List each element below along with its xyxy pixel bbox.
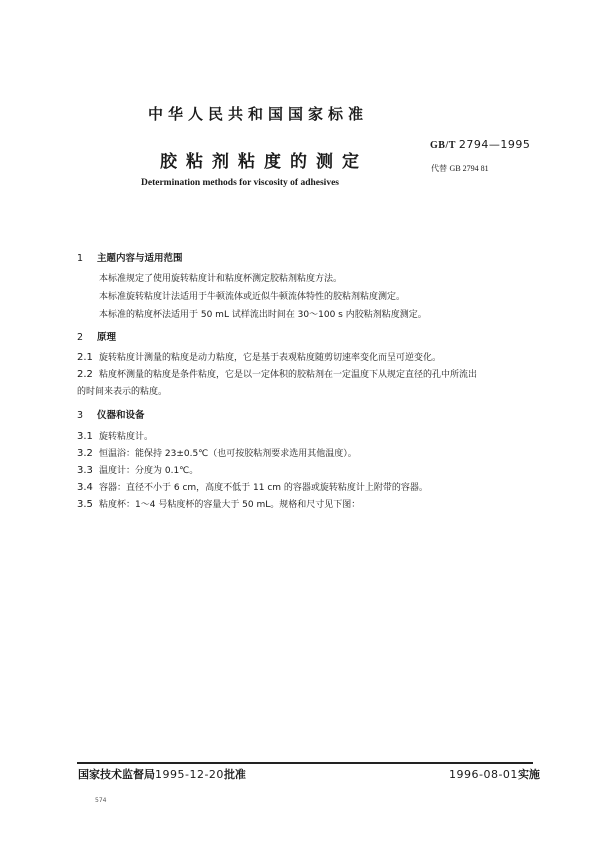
clause-2-1: 2.1 旋转粘度计测量的粘度是动力粘度，它是基于表观粘度随剪切速率变化而呈可逆变化。 (77, 352, 442, 363)
effective-line (449, 766, 540, 782)
paragraph: 本标准规定了使用旋转粘度计和粘度杯测定胶粘剂粘度方法。 (99, 274, 343, 284)
clause-3-4: 3.4 容器：直径不小于 6 cm，高度不低于 11 cm 的容器或旋转粘度计上附带的容器。 (77, 482, 428, 493)
section-title: 原理 (97, 332, 117, 343)
replaces-number: GB 2794 81 (449, 164, 489, 173)
clause-text: 容器：直径不小于 6 cm，高度不低于 11 cm 的容器或旋转粘度计上附带的容器。 (99, 483, 428, 493)
page-number: 574 (95, 797, 107, 804)
clause-text: 粘度杯测量的粘度是条件粘度，它是以一定体积的胶粘剂在一定温度下从规定直径的孔中所流出 (99, 370, 478, 380)
paragraph: 本标准的粘度杯法适用于 50 mL 试样流出时间在 30～100 s 内胶粘剂粘度测定。 (99, 310, 427, 320)
standard-prefix: GB/T (430, 140, 456, 151)
clause-3-2: 3.2 恒温浴：能保持 23±0.5℃（也可按胶粘剂要求选用其他温度）。 (77, 448, 357, 459)
national-standard-title: 中华人民共和国国家标准 (148, 105, 369, 123)
clause-text: 旋转粘度计。 (99, 432, 154, 442)
approval-line (78, 766, 246, 782)
clause-3-5: 3.5 粘度杯：1～4 号粘度杯的容量大于 50 mL。规格和尺寸见下图： (77, 499, 361, 510)
clause-continuation: 的时间来表示的粘度。 (77, 387, 168, 397)
effective-label: 实施 (517, 768, 540, 781)
effective-date: 1996-08-01 (449, 768, 518, 781)
section-heading-1: 1 主题内容与适用范围 (77, 253, 183, 264)
clause-text: 恒温浴：能保持 23±0.5℃（也可按胶粘剂要求选用其他温度）。 (99, 449, 357, 459)
clause-3-1: 3.1 旋转粘度计。 (77, 431, 154, 442)
clause-2-2: 2.2 粘度杯测量的粘度是条件粘度，它是以一定体积的胶粘剂在一定温度下从规定直径的孔中所流出 (77, 369, 478, 380)
replaces-standard (431, 163, 489, 174)
document-title-english: Determination methods for viscosity of adhesives (141, 178, 339, 188)
standard-code: 2794—1995 (458, 138, 531, 151)
clause-text: 温度计：分度为 0.1℃。 (99, 466, 199, 476)
paragraph: 本标准旋转粘度计法适用于牛顿流体或近似牛顿流体特性的胶粘剂粘度测定。 (99, 292, 406, 302)
document-title: 胶粘剂粘度的测定 (160, 152, 368, 172)
clause-text: 旋转粘度计测量的粘度是动力粘度，它是基于表观粘度随剪切速率变化而呈可逆变化。 (99, 353, 442, 363)
clause-text: 粘度杯：1～4 号粘度杯的容量大于 50 mL。规格和尺寸见下图： (99, 500, 361, 510)
approver: 国家技术监督局 (78, 768, 155, 781)
approval-date: 1995-12-20 (155, 768, 224, 781)
section-heading-2: 2 原理 (77, 332, 117, 343)
section-title: 主题内容与适用范围 (97, 253, 183, 264)
approval-label: 批准 (223, 768, 246, 781)
clause-3-3: 3.3 温度计：分度为 0.1℃。 (77, 465, 199, 476)
footer-divider (77, 762, 533, 764)
replaces-label: 代替 (431, 164, 447, 173)
section-title: 仪器和设备 (97, 410, 145, 421)
standard-number (430, 138, 530, 151)
section-heading-3: 3 仪器和设备 (77, 410, 145, 421)
